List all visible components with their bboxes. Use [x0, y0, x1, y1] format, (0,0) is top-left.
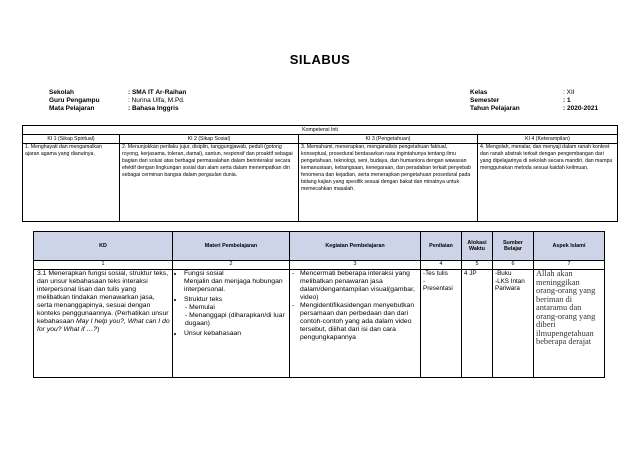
col-header-islami: Aspek Islami	[534, 232, 605, 261]
value-guru: : Nurina Ulfa, M.Pd.	[128, 97, 185, 104]
ki-header: KI 2 (Sikap Sosial)	[120, 135, 299, 144]
label-kelas: Kelas	[470, 89, 488, 96]
materi-struktur-title: • Struktur teks	[184, 296, 287, 304]
header-right-values	[563, 89, 598, 113]
col-header-alokasi: Alokasi Waktu	[462, 232, 493, 261]
col-header-materi: Materi Pembelajaran	[173, 232, 290, 261]
label-guru: Guru Pengampu	[49, 97, 100, 104]
col-number: 6	[493, 261, 534, 270]
kegiatan-cell	[290, 270, 421, 378]
page-title: SILABUS	[289, 52, 351, 67]
alokasi-cell: 4 JP	[462, 270, 493, 378]
label-mapel: Mata Pelajaran	[49, 105, 95, 112]
header-right-labels	[470, 89, 520, 113]
materi-fungsi-desc: Menjalin dan menjaga hubungan interpersonal.	[184, 278, 283, 293]
penilaian-line: -	[423, 277, 426, 285]
kompetensi-inti-table	[22, 125, 618, 222]
kd-text-end: )	[97, 326, 100, 333]
penilaian-line: Presentasi	[423, 285, 453, 293]
kegiatan-item: - Mengidentifikasidengan menyebutkan persamaan dan perbedaan dan dari contoh-contoh yang ada dalam video tersebut, diiihat dari isi dan cara pengungkapannya	[292, 302, 418, 342]
ki-caption: Kompetensi Inti	[23, 126, 618, 135]
ki-header: KI 4 (Keterampilan)	[478, 135, 618, 144]
value-tahun: : 2020-2021	[563, 105, 599, 112]
label-semester: Semester	[470, 97, 500, 104]
kd-cell	[34, 270, 173, 378]
sumber-line: -LKS Intan Pariwara	[495, 277, 525, 293]
materi-unsur-title: • Unsur kebahasaan	[184, 330, 287, 338]
col-header-sumber: Sumber Belajar	[493, 232, 534, 261]
ki-header: KI 1 (Sikap Spiritual)	[23, 135, 120, 144]
col-number: 3	[290, 261, 421, 270]
col-number: 5	[462, 261, 493, 270]
header-left-labels	[49, 89, 100, 113]
kd-text: 3.1 Menerapkan fungsi sosial, struktur teks, dan unsur kebahasaan teks interaksi interpersonal lisan dan tulis yang melibatkan tindakan menawarkan jasa, serta menanggapinya, sesuai dengan konteks penggunaannya. (Perhatikan unsur kebahasaan	[37, 270, 169, 325]
col-number: 2	[173, 261, 290, 270]
col-number: 1	[34, 261, 173, 270]
label-tahun: Tahun Pelajaran	[470, 105, 520, 112]
sumber-line: -Buku	[495, 270, 512, 277]
kegiatan-item-text: Mencermati beberapa interaksi yang melibatkan penawaran jasa dalam/dengantampilan visual(gambar, video)	[300, 270, 415, 301]
kd-italic-text: May I help you?, What can I do for you? What if …?	[37, 318, 170, 333]
value-sekolah: : SMA IT Ar-Raihan	[128, 89, 187, 96]
header-left-values	[128, 89, 186, 113]
ki-header: KI 3 (Pengetahuan)	[299, 135, 478, 144]
value-kelas: : XII	[563, 89, 575, 96]
materi-struktur-item-text: Memulai	[189, 304, 215, 311]
ki-cell: 3. Memahami, menerapkan, menganalisis pengetahuan faktual, konseptual, prosedural berdasarkan rasa ingintahunya tentang ilmu pengetahuan, teknologi, seni, budaya, dan humaniora dengan wawasan kemanusiaan, kebangsaan, kenegaraan, dan peradaban terkait penyebab fenomena dan kejadian, serta menerapkan pengetahuan prosedural pada bidang kajian yang spesifik sesuai dengan bakat dan minatnya untuk memecahkan masalah.	[299, 144, 478, 222]
ki-cell: 4. Mengolah, menalar, dan menyaji dalam ranah konkret dan ranah abstrak terkait dengan pengembangan dari yang dipelajarinya di sekolah secara mandiri, dan mampu menggunakan metoda sesuai kaidah keilmuan.	[478, 144, 618, 222]
materi-struktur-item-text: Menanggapi (diharapkan/di luar dugaan)	[185, 312, 285, 327]
value-semester: : 1	[563, 97, 571, 104]
materi-fungsi-title: • Fungsi sosial	[184, 270, 287, 278]
kegiatan-item: - Mencermati beberapa interaksi yang melibatkan penawaran jasa dalam/dengantampilan visual(gambar, video)	[292, 270, 418, 302]
col-header-kd: KD	[34, 232, 173, 261]
col-number: 4	[421, 261, 462, 270]
syllabus-table	[33, 231, 605, 378]
value-mapel: : Bahasa Inggris	[128, 105, 179, 112]
penilaian-cell	[421, 270, 462, 378]
col-number: 7	[534, 261, 605, 270]
col-header-kegiatan: Kegiatan Pembelajaran	[290, 232, 421, 261]
sumber-cell	[493, 270, 534, 378]
col-header-penilaian: Penilaian	[421, 232, 462, 261]
ki-cell: 1. Menghayati dan mengamalkan ajaran agama yang dianutnya.	[23, 144, 120, 222]
kegiatan-item-text: Mengidentifikasidengan menyebutkan persamaan dan perbedaan dan dari contoh-contoh yang ada dalam video tersebut, diiihat dari isi dan cara pengungkapannya	[300, 302, 415, 341]
materi-struktur-item: - Memulai	[185, 304, 215, 311]
materi-struktur-item: - Menanggapi (diharapkan/di luar dugaan)	[185, 312, 285, 327]
islami-cell: Allah akan meninggikan orang-orang yang beriman di antaramu dan orang-orang yang diberi ilmupengetahuan beberapa derajat	[534, 270, 605, 378]
penilaian-line: -Tes tulis	[423, 270, 448, 277]
label-sekolah: Sekolah	[49, 89, 74, 96]
ki-cell: 2. Menunjukkan perilaku jujur, disiplin, tanggungjawab, peduli (gotong royong, kerjasama, toleran, damai), santun, responsif dan proaktif sebagai bagian dari solusi atas berbagai permasalahan dalam berinteraksi secara efektif dengan lingkungan sosial dan alam serta dalam menempatkan diri sebagai cerminan bangsa dalam pergaulan dunia.	[120, 144, 299, 222]
materi-cell	[173, 270, 290, 378]
